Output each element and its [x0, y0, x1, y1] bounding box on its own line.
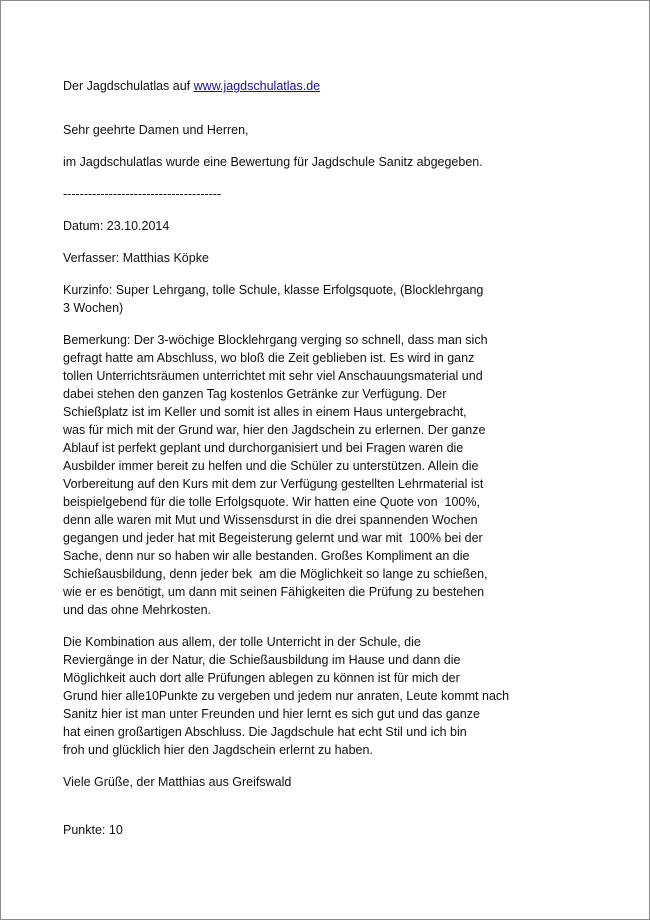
kombination-line: froh und glücklich hier den Jagdschein erlernt zu haben.: [63, 743, 373, 757]
letter-body: [63, 77, 543, 839]
bemerkung-line: Schießplatz ist im Keller und somit ist alles in einem Haus untergebracht,: [63, 405, 467, 419]
bemerkung-line: denn alle waren mit Mut und Wissensdurst in die drei spannenden Wochen: [63, 513, 478, 527]
separator-line: --------------------------------------: [63, 187, 222, 201]
author-line: Verfasser: Matthias Köpke: [63, 251, 209, 265]
bemerkung-line: dabei stehen den ganzen Tag kostenlos Getränke zur Verfügung. Der: [63, 387, 447, 401]
kombination-paragraph: [63, 633, 543, 759]
kurzinfo-paragraph: [63, 281, 543, 317]
bemerkung-line: gegangen und jeder hat mit Begeisterung gelernt und war mit 100% bei der: [63, 531, 483, 545]
bemerkung-line: Sache, denn nur so haben wir alle bestanden. Großes Kompliment an die: [63, 549, 470, 563]
bemerkung-line: Ausbilder immer bereit zu helfen und die Schüler zu unterstützen. Allein die: [63, 459, 479, 473]
intro-text: im Jagdschulatlas wurde eine Bewertung für Jagdschule Sanitz abgegeben.: [63, 155, 483, 169]
points-line: Punkte: 10: [63, 823, 123, 837]
bemerkung-line: Schießausbildung, denn jeder bek am die Möglichkeit so lange zu schießen,: [63, 567, 488, 581]
date-line: Datum: 23.10.2014: [63, 219, 170, 233]
bemerkung-line: wie er es benötigt, um dann mit seinen Fähigkeiten die Prüfung zu bestehen: [63, 585, 485, 599]
kurzinfo-line: Kurzinfo: Super Lehrgang, tolle Schule, klasse Erfolgsquote, (Blocklehrgang: [63, 283, 484, 297]
header-prefix: Der Jagdschulatlas auf: [63, 79, 194, 93]
kombination-line: Die Kombination aus allem, der tolle Unterricht in der Schule, die: [63, 635, 421, 649]
kurzinfo-line: 3 Wochen): [63, 301, 124, 315]
bemerkung-line: Vorbereitung auf den Kurs mit dem zur Verfügung gestellten Lehrmaterial ist: [63, 477, 484, 491]
kombination-line: Grund hier alle10Punkte zu vergeben und jedem nur anraten, Leute kommt nach: [63, 689, 510, 703]
bemerkung-line: gefragt hatte am Abschluss, wo bloß die Zeit geblieben ist. Es wird in ganz: [63, 351, 475, 365]
bemerkung-line: und das ohne Mehrkosten.: [63, 603, 212, 617]
bemerkung-line: was für mich mit der Grund war, hier den Jagdschein zu erlernen. Der ganze: [63, 423, 486, 437]
closing-line: Viele Grüße, der Matthias aus Greifswald: [63, 775, 292, 789]
greeting: Sehr geehrte Damen und Herren,: [63, 123, 249, 137]
kombination-line: hat einen großartigen Abschluss. Die Jagdschule hat echt Stil und ich bin: [63, 725, 467, 739]
kombination-line: Sanitz hier ist man unter Freunden und hier lernt es sich gut und das ganze: [63, 707, 480, 721]
kombination-line: Möglichkeit auch dort alle Prüfungen ablegen zu können ist für mich der: [63, 671, 460, 685]
kombination-line: Reviergänge in der Natur, die Schießausbildung im Hause und dann die: [63, 653, 461, 667]
jagdschulatlas-link[interactable]: www.jagdschulatlas.de: [193, 79, 321, 93]
bemerkung-line: beispielgebend für die tolle Erfolgsquote. Wir hatten eine Quote von 100%,: [63, 495, 480, 509]
bemerkung-paragraph: [63, 331, 543, 619]
header-line: [63, 77, 543, 95]
bemerkung-line: Ablauf ist perfekt geplant und durchorganisiert und bei Fragen waren die: [63, 441, 464, 455]
bemerkung-line: Bemerkung: Der 3-wöchige Blocklehrgang verging so schnell, dass man sich: [63, 333, 488, 347]
bemerkung-line: tollen Unterrichtsräumen unterrichtet mit sehr viel Anschauungsmaterial und: [63, 369, 483, 383]
